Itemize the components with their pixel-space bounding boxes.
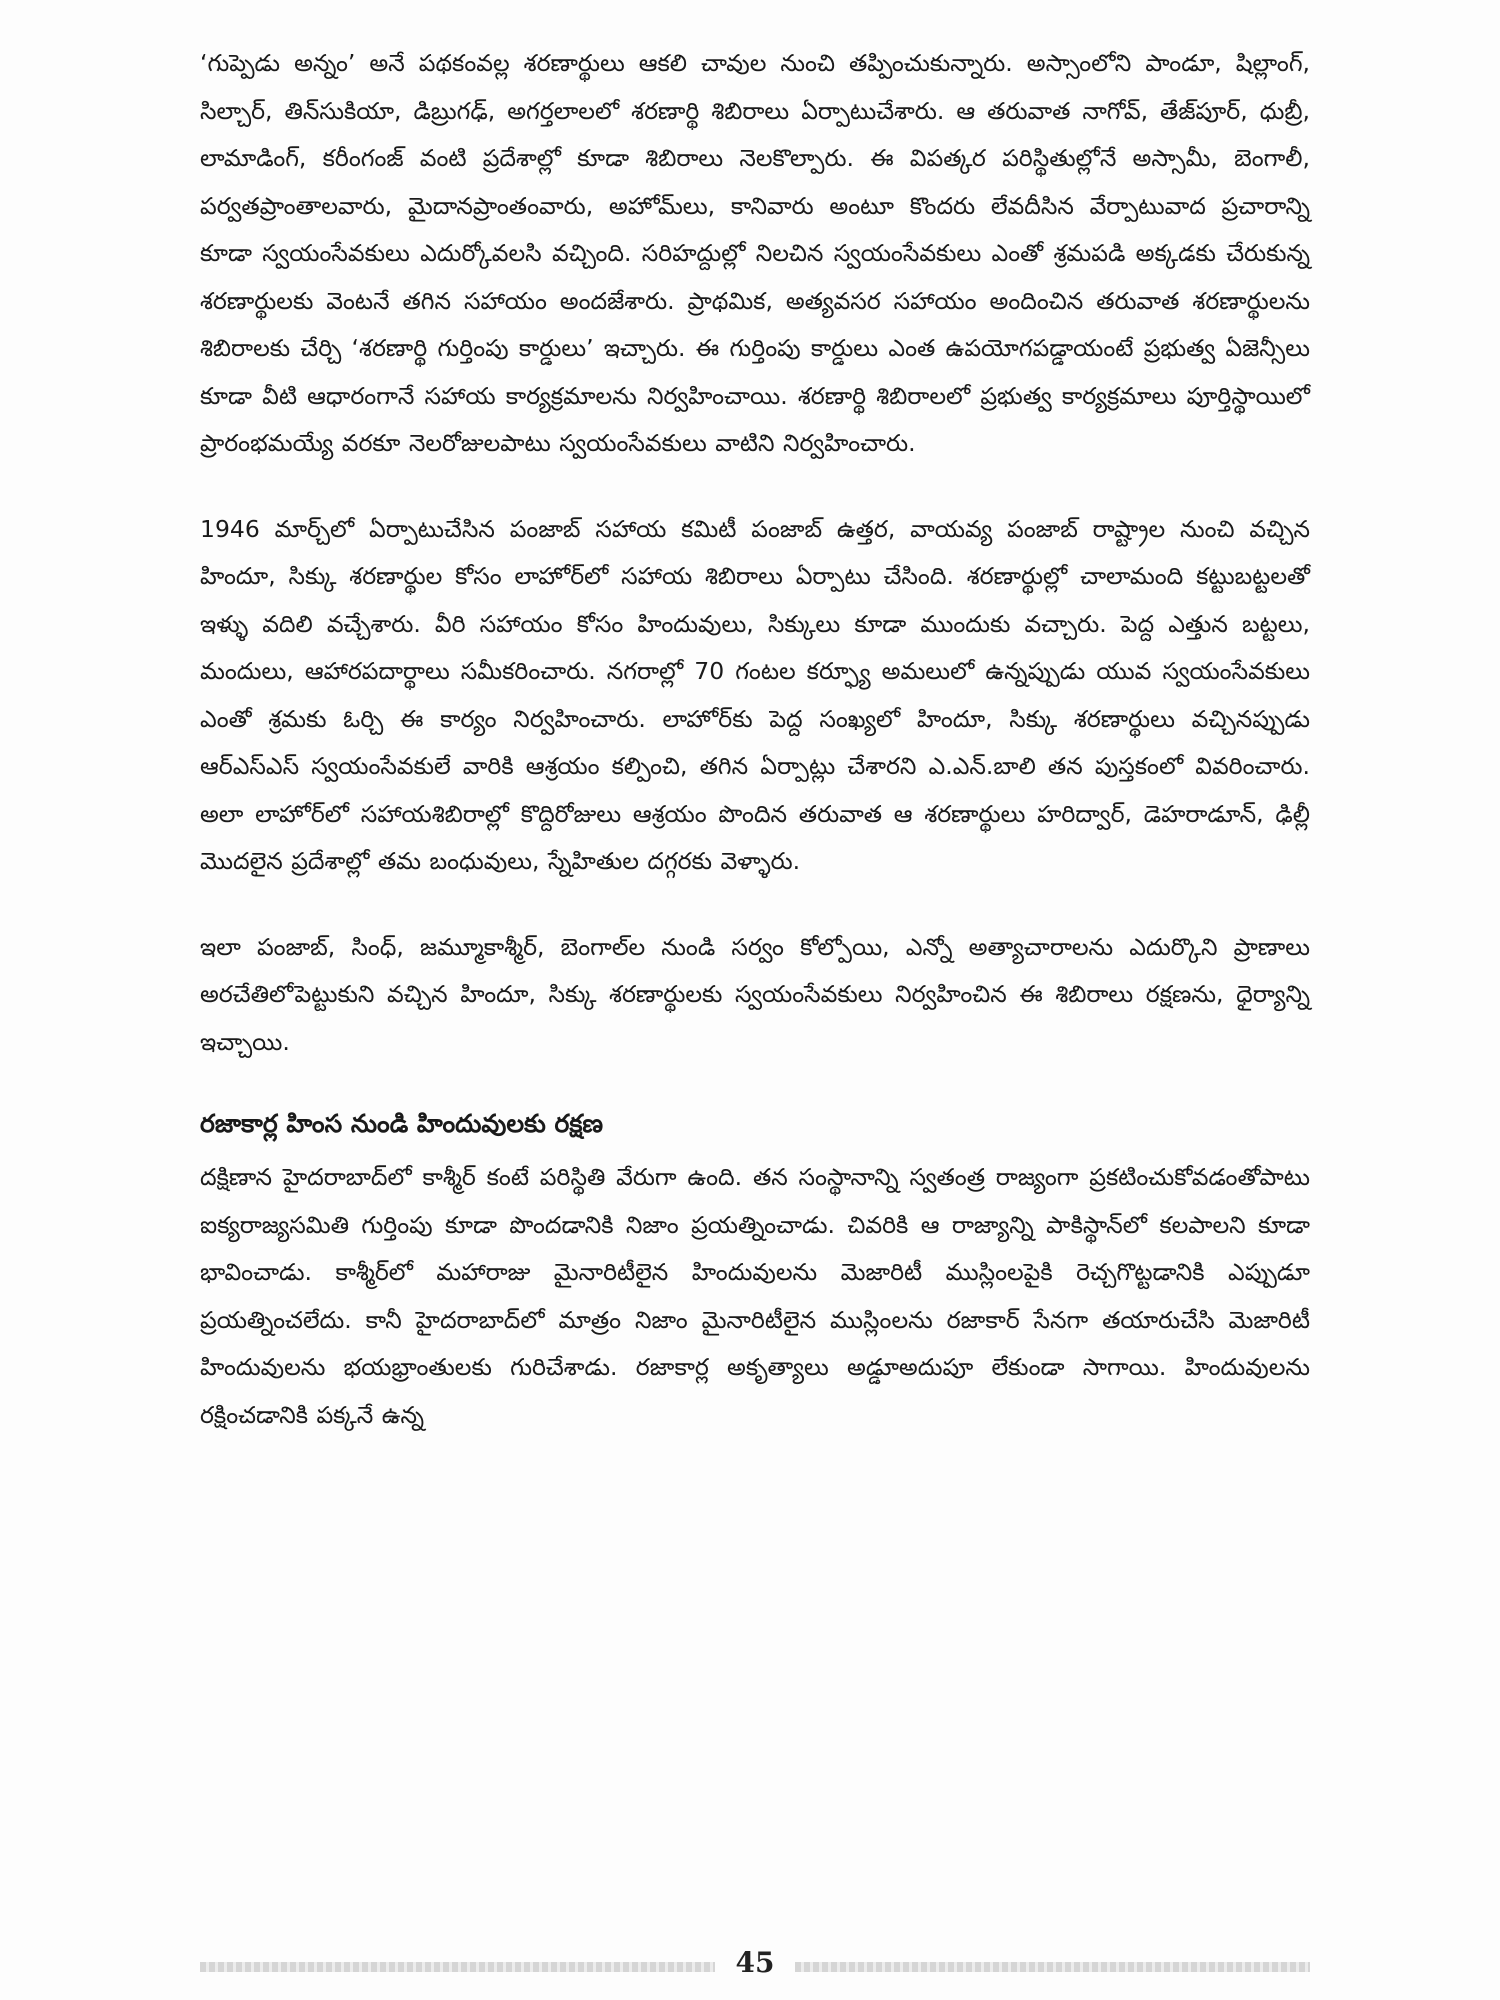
section-heading: రజాకార్ల హింస నుండి హిందువులకు రక్షణ <box>200 1109 604 1138</box>
paragraph-hyderabad: దక్షిణాన హైదరాబాద్‌లో కాశ్మీర్ కంటే పరిస్థితి వేరుగా ఉంది. తన సంస్థానాన్ని స్వతంత్ర రాజ్యంగా ప్రకటించుకోవడంతోపాటు ఐక్యరాజ్యసమితి గుర్తింపు కూడా పొందడానికి నిజాం ప్రయత్నించాడు. చివరికి ఆ రాజ్యాన్ని పాకిస్థాన్‌లో కలపాలని కూడా భావించాడు. కాశ్మీర్‌లో మహారాజు మైనారిటీలైన హిందువులను మెజారిటీ ముస్లింలపైకి రెచ్చగొట్టడానికి ఎప్పుడూ ప్రయత్నించలేదు. కానీ హైదరాబాద్‌లో మాత్రం నిజాం మైనారిటీలైన ముస్లింలను రజాకార్ సేనగా తయారుచేసి మెజారిటీ హిందువులను భయభ్రాంతులకు గురిచేశాడు. రజాకార్ల అకృత్యాలు అడ్డూఅదుపూ లేకుండా సాగాయి. హిందువులను రక్షించడానికి పక్కనే ఉన్న <box>200 1163 1310 1429</box>
footer-rule-left <box>200 1962 715 1972</box>
page-body <box>200 40 1310 1439</box>
footer-rule-right <box>795 1962 1310 1972</box>
page-footer <box>200 1946 1310 1980</box>
page-number: 45 <box>735 1946 775 1979</box>
paragraph-refugee-camps-assam: ‘గుప్పెడు అన్నం’ అనే పథకంవల్ల శరణార్థులు ఆకలి చావుల నుంచి తప్పించుకున్నారు. అస్సాంలోని పాండూ, షిల్లాంగ్, సిల్చార్, తిన్‌సుకియా, డిబ్రుగఢ్, అగర్తలాలలో శరణార్థి శిబిరాలు ఏర్పాటుచేశారు. ఆ తరువాత నాగోవ్, తేజ్‌పూర్, ధుబ్రీ, లామాడింగ్, కరీంగంజ్ వంటి ప్రదేశాల్లో కూడా శిబిరాలు నెలకొల్పారు. ఈ విపత్కర పరిస్థితుల్లోనే అస్సామీ, బెంగాలీ, పర్వతప్రాంతాలవారు, మైదానప్రాంతంవారు, అహోమ్‌లు, కానివారు అంటూ కొందరు లేవదీసిన వేర్పాటువాద ప్రచారాన్ని కూడా స్వయంసేవకులు ఎదుర్కోవలసి వచ్చింది. సరిహద్దుల్లో నిలచిన స్వయంసేవకులు ఎంతో శ్రమపడి అక్కడకు చేరుకున్న శరణార్థులకు వెంటనే తగిన సహాయం అందజేశారు. ప్రాథమిక, అత్యవసర సహాయం అందించిన తరువాత శరణార్థులను శిబిరాలకు చేర్చి ‘శరణార్థి గుర్తింపు కార్డులు’ ఇచ్చారు. ఈ గుర్తింపు కార్డులు ఎంత ఉపయోగపడ్డాయంటే ప్రభుత్వ ఏజెన్సీలు కూడా వీటి ఆధారంగానే సహాయ కార్యక్రమాలను నిర్వహించాయి. శరణార్థి శిబిరాలలో ప్రభుత్వ కార్యక్రమాలు పూర్తిస్థాయిలో ప్రారంభమయ్యే వరకూ నెలరోజులపాటు స్వయంసేవకులు వాటిని నిర్వహించారు. <box>200 49 1310 457</box>
paragraph-punjab-relief: 1946 మార్చ్‌లో ఏర్పాటుచేసిన పంజాబ్ సహాయ కమిటీ పంజాబ్ ఉత్తర, వాయవ్య పంజాబ్ రాష్ట్రాల నుంచి వచ్చిన హిందూ, సిక్కు శరణార్థుల కోసం లాహోర్‌లో సహాయ శిబిరాలు ఏర్పాటు చేసింది. శరణార్థుల్లో చాలామంది కట్టుబట్టలతో ఇళ్ళు వదిలి వచ్చేశారు. వీరి సహాయం కోసం హిందువులు, సిక్కులు కూడా ముందుకు వచ్చారు. పెద్ద ఎత్తున బట్టలు, మందులు, ఆహారపదార్థాలు సమీకరించారు. నగరాల్లో 70 గంటల కర్ఫ్యూ అమలులో ఉన్నప్పుడు యువ స్వయంసేవకులు ఎంతో శ్రమకు ఓర్చి ఈ కార్యం నిర్వహించారు. లాహోర్‌కు పెద్ద సంఖ్యలో హిందూ, సిక్కు శరణార్థులు వచ్చినప్పుడు ఆర్‌ఎస్‌ఎస్ స్వయంసేవకులే వారికి ఆశ్రయం కల్పించి, తగిన ఏర్పాట్లు చేశారని ఎ.ఎన్.బాలి తన పుస్తకంలో వివరించారు. అలా లాహోర్‌లో సహాయశిబిరాల్లో కొద్దిరోజులు ఆశ్రయం పొందిన తరువాత ఆ శరణార్థులు హరిద్వార్, డెహరాడూన్, ఢిల్లీ మొదలైన ప్రదేశాల్లో తమ బంధువులు, స్నేహితుల దగ్గరకు వెళ్ళారు. <box>200 514 1310 875</box>
paragraph-camps-protection: ఇలా పంజాబ్, సింధ్, జమ్మూకాశ్మీర్, బెంగాల్‌ల నుండి సర్వం కోల్పోయి, ఎన్నో అత్యాచారాలను ఎదుర్కొని ప్రాణాలు అరచేతిలోపెట్టుకుని వచ్చిన హిందూ, సిక్కు శరణార్థులకు స్వయంసేవకులు నిర్వహించిన ఈ శిబిరాలు రక్షణను, ధైర్యాన్ని ఇచ్చాయి. <box>200 932 1310 1056</box>
